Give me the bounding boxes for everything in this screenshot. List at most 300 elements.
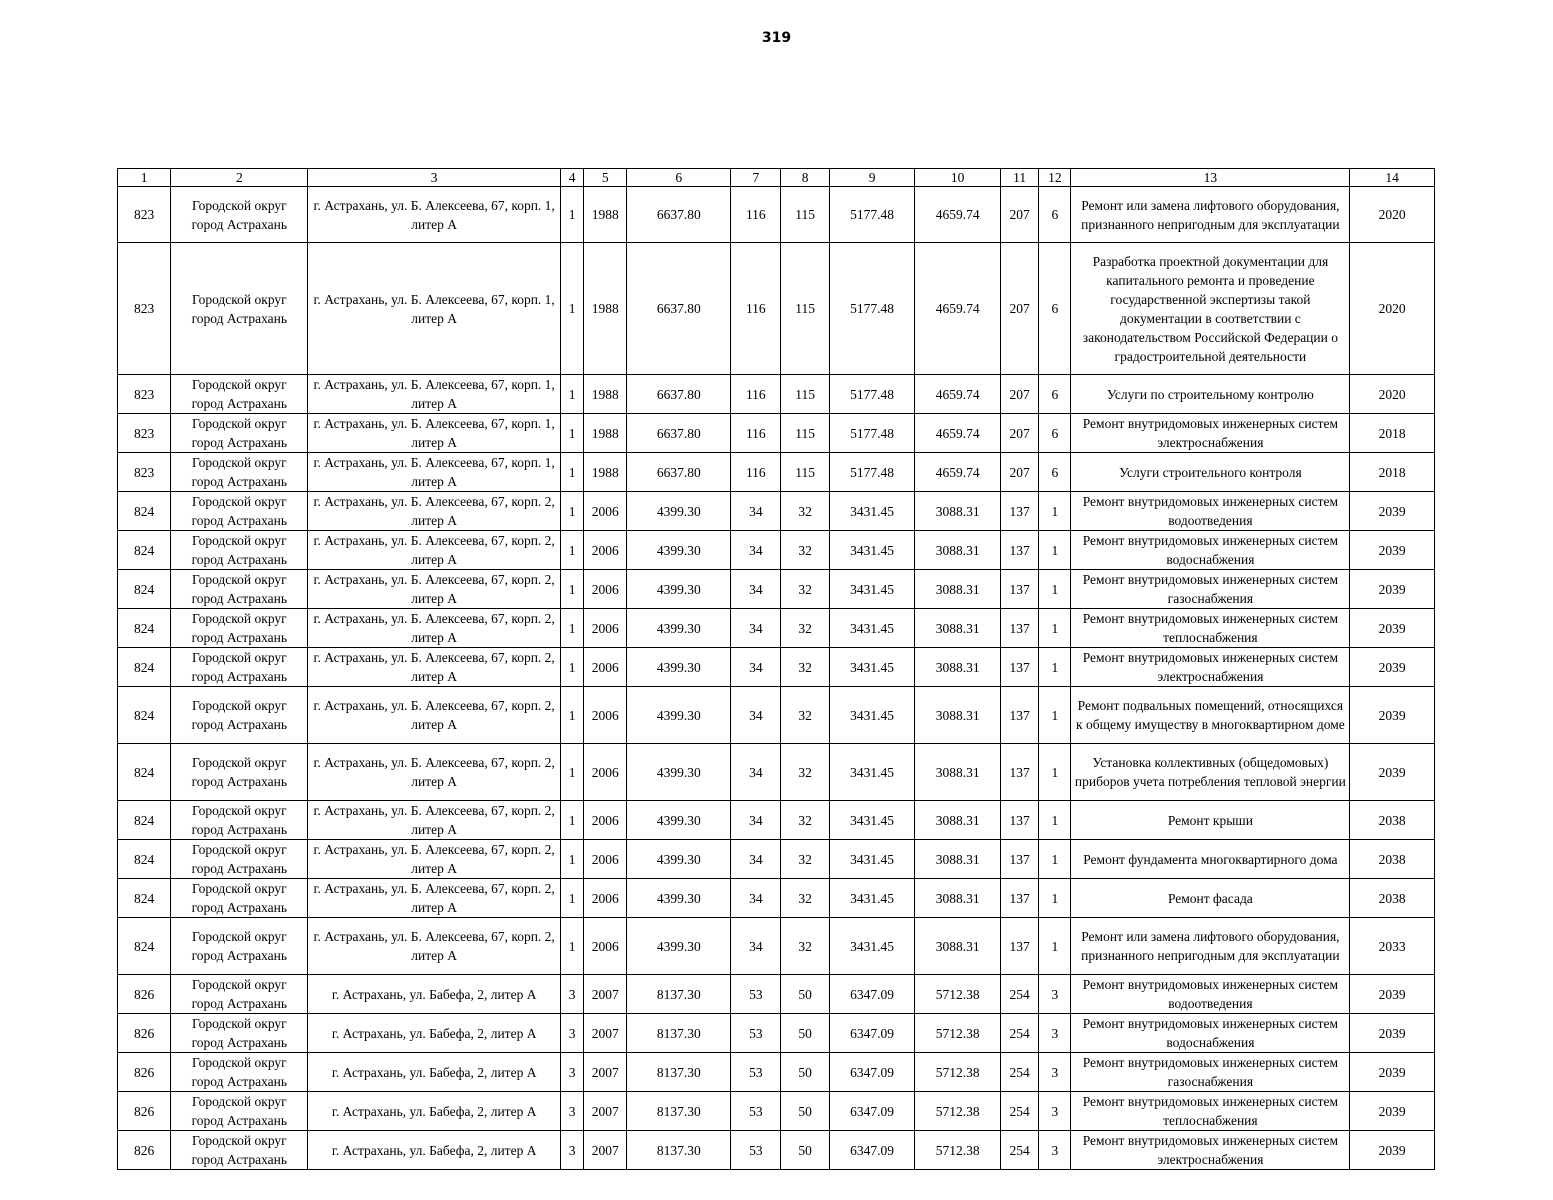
cell-col-10: 3088.31 [915, 879, 1001, 918]
cell-col-10: 5712.38 [915, 975, 1001, 1014]
cell-object-number: 826 [118, 1092, 171, 1131]
table-row [118, 1014, 1435, 1053]
cell-planned-year: 2039 [1350, 1131, 1435, 1170]
table-row [118, 687, 1435, 744]
cell-planned-year: 2020 [1350, 375, 1435, 414]
cell-col-4: 1 [561, 918, 584, 975]
cell-col-12: 1 [1039, 918, 1071, 975]
cell-municipality: Городской округ город Астрахань [171, 414, 308, 453]
cell-address: г. Астрахань, ул. Б. Алексеева, 67, корп. 2, литер А [308, 840, 561, 879]
cell-col-8: 115 [781, 375, 829, 414]
table-row [118, 648, 1435, 687]
cell-year: 2006 [584, 687, 627, 744]
cell-col-12: 1 [1039, 492, 1071, 531]
cell-residents: 207 [1000, 375, 1038, 414]
cell-residents: 137 [1000, 648, 1038, 687]
cell-col-8: 32 [781, 687, 829, 744]
cell-col-12: 3 [1039, 1053, 1071, 1092]
table-row [118, 1053, 1435, 1092]
cell-col-4: 1 [561, 801, 584, 840]
cell-col-7: 116 [731, 187, 781, 243]
cell-year: 2006 [584, 879, 627, 918]
cell-address: г. Астрахань, ул. Бабефа, 2, литер А [308, 975, 561, 1014]
cell-residents: 137 [1000, 687, 1038, 744]
cell-total-area: 4399.30 [627, 687, 731, 744]
cell-total-area: 6637.80 [627, 187, 731, 243]
cell-col-9: 6347.09 [829, 975, 915, 1014]
cell-col-4: 1 [561, 453, 584, 492]
cell-residents: 137 [1000, 531, 1038, 570]
table-header-row [118, 169, 1435, 187]
cell-total-area: 8137.30 [627, 975, 731, 1014]
cell-work-type: Ремонт внутридомовых инженерных систем газоснабжения [1071, 1053, 1350, 1092]
cell-total-area: 8137.30 [627, 1053, 731, 1092]
cell-year: 2006 [584, 570, 627, 609]
cell-planned-year: 2039 [1350, 570, 1435, 609]
column-header: 5 [584, 169, 627, 187]
cell-municipality: Городской округ город Астрахань [171, 492, 308, 531]
cell-total-area: 8137.30 [627, 1014, 731, 1053]
cell-planned-year: 2038 [1350, 840, 1435, 879]
cell-col-12: 1 [1039, 648, 1071, 687]
cell-total-area: 6637.80 [627, 414, 731, 453]
cell-residents: 137 [1000, 492, 1038, 531]
cell-address: г. Астрахань, ул. Б. Алексеева, 67, корп. 2, литер А [308, 531, 561, 570]
cell-object-number: 823 [118, 453, 171, 492]
cell-year: 1988 [584, 187, 627, 243]
cell-col-8: 32 [781, 744, 829, 801]
cell-col-12: 3 [1039, 1092, 1071, 1131]
cell-planned-year: 2020 [1350, 243, 1435, 375]
cell-col-9: 5177.48 [829, 187, 915, 243]
cell-col-8: 115 [781, 187, 829, 243]
cell-object-number: 824 [118, 801, 171, 840]
cell-col-9: 3431.45 [829, 492, 915, 531]
cell-col-12: 1 [1039, 840, 1071, 879]
cell-col-12: 1 [1039, 609, 1071, 648]
column-header: 12 [1039, 169, 1071, 187]
cell-object-number: 824 [118, 918, 171, 975]
cell-col-8: 115 [781, 453, 829, 492]
cell-object-number: 826 [118, 1131, 171, 1170]
cell-col-8: 32 [781, 801, 829, 840]
cell-address: г. Астрахань, ул. Б. Алексеева, 67, корп. 1, литер А [308, 187, 561, 243]
cell-col-10: 3088.31 [915, 687, 1001, 744]
table-row [118, 453, 1435, 492]
cell-residents: 137 [1000, 879, 1038, 918]
cell-col-4: 1 [561, 187, 584, 243]
cell-residents: 207 [1000, 187, 1038, 243]
cell-col-12: 6 [1039, 187, 1071, 243]
cell-municipality: Городской округ город Астрахань [171, 1053, 308, 1092]
cell-work-type: Разработка проектной документации для капитального ремонта и проведение государственной экспертизы такой документации в соответствии с законодательством Российской Федерации о градостроительной деятельности [1071, 243, 1350, 375]
cell-work-type: Услуги по строительному контролю [1071, 375, 1350, 414]
cell-col-4: 1 [561, 414, 584, 453]
cell-planned-year: 2018 [1350, 414, 1435, 453]
cell-col-10: 3088.31 [915, 840, 1001, 879]
cell-year: 2007 [584, 1092, 627, 1131]
cell-municipality: Городской округ город Астрахань [171, 744, 308, 801]
cell-year: 1988 [584, 375, 627, 414]
cell-planned-year: 2033 [1350, 918, 1435, 975]
cell-object-number: 824 [118, 687, 171, 744]
cell-total-area: 6637.80 [627, 453, 731, 492]
cell-col-12: 6 [1039, 375, 1071, 414]
column-header: 10 [915, 169, 1001, 187]
cell-col-7: 53 [731, 1131, 781, 1170]
cell-planned-year: 2039 [1350, 1053, 1435, 1092]
cell-col-7: 34 [731, 879, 781, 918]
cell-total-area: 4399.30 [627, 648, 731, 687]
cell-col-12: 1 [1039, 570, 1071, 609]
cell-col-8: 32 [781, 609, 829, 648]
cell-col-7: 53 [731, 1053, 781, 1092]
cell-address: г. Астрахань, ул. Бабефа, 2, литер А [308, 1131, 561, 1170]
cell-work-type: Ремонт внутридомовых инженерных систем водоотведения [1071, 492, 1350, 531]
cell-col-7: 34 [731, 687, 781, 744]
cell-year: 2006 [584, 801, 627, 840]
cell-col-4: 1 [561, 744, 584, 801]
cell-year: 2006 [584, 531, 627, 570]
cell-col-7: 116 [731, 414, 781, 453]
cell-col-7: 34 [731, 531, 781, 570]
cell-municipality: Городской округ город Астрахань [171, 918, 308, 975]
cell-residents: 137 [1000, 609, 1038, 648]
column-header: 11 [1000, 169, 1038, 187]
cell-municipality: Городской округ город Астрахань [171, 570, 308, 609]
column-header: 9 [829, 169, 915, 187]
table-row [118, 1131, 1435, 1170]
cell-col-10: 3088.31 [915, 918, 1001, 975]
cell-col-10: 5712.38 [915, 1014, 1001, 1053]
table-row [118, 187, 1435, 243]
table-row [118, 975, 1435, 1014]
capital-repair-table [117, 168, 1435, 1170]
cell-col-8: 32 [781, 648, 829, 687]
cell-col-7: 116 [731, 453, 781, 492]
column-header: 13 [1071, 169, 1350, 187]
cell-col-7: 34 [731, 648, 781, 687]
cell-col-10: 3088.31 [915, 570, 1001, 609]
cell-col-7: 53 [731, 1092, 781, 1131]
cell-planned-year: 2039 [1350, 687, 1435, 744]
cell-col-7: 116 [731, 243, 781, 375]
cell-planned-year: 2039 [1350, 492, 1435, 531]
table-row [118, 492, 1435, 531]
cell-residents: 137 [1000, 918, 1038, 975]
table-row [118, 414, 1435, 453]
cell-year: 2007 [584, 975, 627, 1014]
cell-residents: 137 [1000, 570, 1038, 609]
cell-col-10: 5712.38 [915, 1092, 1001, 1131]
cell-work-type: Ремонт внутридомовых инженерных систем водоснабжения [1071, 1014, 1350, 1053]
cell-col-9: 3431.45 [829, 801, 915, 840]
cell-col-12: 6 [1039, 243, 1071, 375]
cell-total-area: 4399.30 [627, 840, 731, 879]
cell-col-8: 115 [781, 243, 829, 375]
cell-year: 2006 [584, 609, 627, 648]
cell-address: г. Астрахань, ул. Б. Алексеева, 67, корп. 2, литер А [308, 687, 561, 744]
cell-col-9: 6347.09 [829, 1131, 915, 1170]
cell-address: г. Астрахань, ул. Б. Алексеева, 67, корп. 2, литер А [308, 648, 561, 687]
cell-address: г. Астрахань, ул. Бабефа, 2, литер А [308, 1053, 561, 1092]
cell-col-7: 116 [731, 375, 781, 414]
cell-year: 2007 [584, 1014, 627, 1053]
cell-planned-year: 2038 [1350, 879, 1435, 918]
cell-col-4: 3 [561, 975, 584, 1014]
cell-object-number: 823 [118, 375, 171, 414]
cell-col-8: 50 [781, 1014, 829, 1053]
cell-col-7: 34 [731, 609, 781, 648]
cell-col-8: 32 [781, 840, 829, 879]
cell-col-9: 5177.48 [829, 375, 915, 414]
cell-col-7: 34 [731, 840, 781, 879]
cell-col-7: 53 [731, 1014, 781, 1053]
cell-col-7: 34 [731, 492, 781, 531]
cell-work-type: Ремонт или замена лифтового оборудования, признанного непригодным для эксплуатации [1071, 918, 1350, 975]
cell-municipality: Городской округ город Астрахань [171, 687, 308, 744]
cell-col-12: 6 [1039, 414, 1071, 453]
cell-col-12: 1 [1039, 744, 1071, 801]
cell-year: 2006 [584, 918, 627, 975]
cell-residents: 254 [1000, 1131, 1038, 1170]
cell-year: 2006 [584, 840, 627, 879]
cell-total-area: 4399.30 [627, 801, 731, 840]
cell-col-4: 1 [561, 609, 584, 648]
cell-total-area: 4399.30 [627, 918, 731, 975]
cell-object-number: 824 [118, 492, 171, 531]
cell-year: 2007 [584, 1131, 627, 1170]
cell-address: г. Астрахань, ул. Б. Алексеева, 67, корп. 2, литер А [308, 801, 561, 840]
cell-planned-year: 2039 [1350, 744, 1435, 801]
cell-col-7: 34 [731, 801, 781, 840]
cell-col-7: 34 [731, 570, 781, 609]
table-row [118, 375, 1435, 414]
table-row [118, 1092, 1435, 1131]
cell-residents: 207 [1000, 414, 1038, 453]
table-row [118, 744, 1435, 801]
cell-col-9: 3431.45 [829, 648, 915, 687]
cell-col-8: 50 [781, 975, 829, 1014]
cell-planned-year: 2039 [1350, 531, 1435, 570]
table-row [118, 879, 1435, 918]
cell-municipality: Городской округ город Астрахань [171, 801, 308, 840]
column-header: 6 [627, 169, 731, 187]
cell-work-type: Ремонт подвальных помещений, относящихся к общему имуществу в многоквартирном доме [1071, 687, 1350, 744]
cell-col-9: 3431.45 [829, 918, 915, 975]
cell-work-type: Ремонт внутридомовых инженерных систем теплоснабжения [1071, 1092, 1350, 1131]
table-row [118, 609, 1435, 648]
cell-address: г. Астрахань, ул. Б. Алексеева, 67, корп. 1, литер А [308, 453, 561, 492]
cell-work-type: Ремонт внутридомовых инженерных систем электроснабжения [1071, 1131, 1350, 1170]
cell-residents: 254 [1000, 1092, 1038, 1131]
cell-address: г. Астрахань, ул. Бабефа, 2, литер А [308, 1014, 561, 1053]
cell-total-area: 6637.80 [627, 375, 731, 414]
column-header: 8 [781, 169, 829, 187]
cell-col-8: 50 [781, 1053, 829, 1092]
cell-col-9: 3431.45 [829, 570, 915, 609]
cell-year: 2006 [584, 744, 627, 801]
cell-col-10: 4659.74 [915, 243, 1001, 375]
column-header: 14 [1350, 169, 1435, 187]
cell-planned-year: 2038 [1350, 801, 1435, 840]
cell-col-4: 3 [561, 1131, 584, 1170]
cell-address: г. Астрахань, ул. Б. Алексеева, 67, корп. 2, литер А [308, 918, 561, 975]
cell-planned-year: 2039 [1350, 975, 1435, 1014]
cell-planned-year: 2039 [1350, 648, 1435, 687]
cell-total-area: 4399.30 [627, 570, 731, 609]
cell-municipality: Городской округ город Астрахань [171, 840, 308, 879]
cell-residents: 254 [1000, 1053, 1038, 1092]
cell-year: 1988 [584, 414, 627, 453]
cell-col-9: 6347.09 [829, 1053, 915, 1092]
cell-object-number: 826 [118, 1053, 171, 1092]
cell-col-10: 3088.31 [915, 609, 1001, 648]
cell-municipality: Городской округ город Астрахань [171, 243, 308, 375]
cell-address: г. Астрахань, ул. Б. Алексеева, 67, корп. 1, литер А [308, 375, 561, 414]
cell-col-4: 1 [561, 492, 584, 531]
cell-col-8: 32 [781, 531, 829, 570]
cell-work-type: Ремонт крыши [1071, 801, 1350, 840]
cell-col-12: 1 [1039, 879, 1071, 918]
cell-work-type: Услуги строительного контроля [1071, 453, 1350, 492]
cell-col-10: 4659.74 [915, 375, 1001, 414]
cell-col-10: 3088.31 [915, 531, 1001, 570]
cell-year: 2007 [584, 1053, 627, 1092]
cell-col-4: 3 [561, 1014, 584, 1053]
cell-total-area: 8137.30 [627, 1131, 731, 1170]
cell-col-10: 4659.74 [915, 414, 1001, 453]
cell-col-4: 1 [561, 375, 584, 414]
cell-col-10: 3088.31 [915, 801, 1001, 840]
cell-col-4: 1 [561, 648, 584, 687]
cell-work-type: Ремонт фундамента многоквартирного дома [1071, 840, 1350, 879]
cell-col-9: 3431.45 [829, 609, 915, 648]
cell-col-9: 5177.48 [829, 453, 915, 492]
cell-municipality: Городской округ город Астрахань [171, 879, 308, 918]
cell-col-8: 50 [781, 1131, 829, 1170]
cell-address: г. Астрахань, ул. Б. Алексеева, 67, корп. 2, литер А [308, 570, 561, 609]
cell-col-9: 5177.48 [829, 243, 915, 375]
cell-col-10: 3088.31 [915, 648, 1001, 687]
cell-planned-year: 2039 [1350, 1092, 1435, 1131]
cell-col-9: 3431.45 [829, 879, 915, 918]
cell-col-8: 32 [781, 879, 829, 918]
cell-address: г. Астрахань, ул. Б. Алексеева, 67, корп. 2, литер А [308, 609, 561, 648]
cell-total-area: 6637.80 [627, 243, 731, 375]
cell-col-7: 34 [731, 744, 781, 801]
cell-municipality: Городской округ город Астрахань [171, 187, 308, 243]
cell-year: 1988 [584, 453, 627, 492]
cell-col-12: 3 [1039, 975, 1071, 1014]
cell-residents: 137 [1000, 744, 1038, 801]
cell-col-9: 3431.45 [829, 531, 915, 570]
cell-year: 2006 [584, 648, 627, 687]
cell-address: г. Астрахань, ул. Б. Алексеева, 67, корп. 1, литер А [308, 243, 561, 375]
cell-residents: 254 [1000, 975, 1038, 1014]
cell-total-area: 8137.30 [627, 1092, 731, 1131]
cell-year: 2006 [584, 492, 627, 531]
cell-address: г. Астрахань, ул. Б. Алексеева, 67, корп. 2, литер А [308, 744, 561, 801]
cell-col-10: 4659.74 [915, 187, 1001, 243]
cell-total-area: 4399.30 [627, 609, 731, 648]
cell-col-10: 5712.38 [915, 1131, 1001, 1170]
cell-object-number: 823 [118, 243, 171, 375]
cell-address: г. Астрахань, ул. Б. Алексеева, 67, корп. 2, литер А [308, 492, 561, 531]
cell-object-number: 824 [118, 570, 171, 609]
cell-work-type: Ремонт внутридомовых инженерных систем электроснабжения [1071, 648, 1350, 687]
cell-residents: 207 [1000, 243, 1038, 375]
cell-municipality: Городской округ город Астрахань [171, 1014, 308, 1053]
cell-col-9: 3431.45 [829, 840, 915, 879]
cell-municipality: Городской округ город Астрахань [171, 375, 308, 414]
cell-col-4: 1 [561, 840, 584, 879]
cell-col-4: 1 [561, 531, 584, 570]
cell-planned-year: 2039 [1350, 1014, 1435, 1053]
cell-work-type: Ремонт или замена лифтового оборудования, признанного непригодным для эксплуатации [1071, 187, 1350, 243]
cell-municipality: Городской округ город Астрахань [171, 1092, 308, 1131]
cell-col-12: 3 [1039, 1014, 1071, 1053]
cell-col-4: 1 [561, 687, 584, 744]
cell-planned-year: 2020 [1350, 187, 1435, 243]
column-header: 2 [171, 169, 308, 187]
cell-address: г. Астрахань, ул. Б. Алексеева, 67, корп. 1, литер А [308, 414, 561, 453]
cell-work-type: Ремонт внутридомовых инженерных систем водоснабжения [1071, 531, 1350, 570]
cell-total-area: 4399.30 [627, 744, 731, 801]
cell-municipality: Городской округ город Астрахань [171, 648, 308, 687]
cell-col-4: 1 [561, 879, 584, 918]
cell-col-10: 3088.31 [915, 744, 1001, 801]
cell-address: г. Астрахань, ул. Б. Алексеева, 67, корп. 2, литер А [308, 879, 561, 918]
table-row [118, 531, 1435, 570]
column-header: 1 [118, 169, 171, 187]
cell-col-10: 3088.31 [915, 492, 1001, 531]
cell-municipality: Городской округ город Астрахань [171, 1131, 308, 1170]
cell-object-number: 824 [118, 879, 171, 918]
cell-col-9: 5177.48 [829, 414, 915, 453]
cell-year: 1988 [584, 243, 627, 375]
cell-total-area: 4399.30 [627, 879, 731, 918]
cell-col-9: 6347.09 [829, 1014, 915, 1053]
table-row [118, 570, 1435, 609]
cell-col-8: 32 [781, 570, 829, 609]
cell-object-number: 824 [118, 840, 171, 879]
cell-work-type: Ремонт внутридомовых инженерных систем теплоснабжения [1071, 609, 1350, 648]
cell-object-number: 826 [118, 975, 171, 1014]
table-row [118, 918, 1435, 975]
cell-planned-year: 2039 [1350, 609, 1435, 648]
cell-col-9: 3431.45 [829, 687, 915, 744]
cell-col-4: 1 [561, 570, 584, 609]
cell-col-8: 32 [781, 918, 829, 975]
cell-work-type: Ремонт фасада [1071, 879, 1350, 918]
cell-work-type: Ремонт внутридомовых инженерных систем электроснабжения [1071, 414, 1350, 453]
cell-col-12: 6 [1039, 453, 1071, 492]
cell-address: г. Астрахань, ул. Бабефа, 2, литер А [308, 1092, 561, 1131]
cell-col-8: 50 [781, 1092, 829, 1131]
cell-total-area: 4399.30 [627, 531, 731, 570]
table-row [118, 801, 1435, 840]
cell-municipality: Городской округ город Астрахань [171, 609, 308, 648]
cell-col-8: 115 [781, 414, 829, 453]
cell-col-9: 6347.09 [829, 1092, 915, 1131]
table-row [118, 243, 1435, 375]
cell-residents: 207 [1000, 453, 1038, 492]
cell-col-7: 34 [731, 918, 781, 975]
cell-municipality: Городской округ город Астрахань [171, 531, 308, 570]
page-number: 319 [761, 30, 792, 46]
cell-col-12: 1 [1039, 687, 1071, 744]
